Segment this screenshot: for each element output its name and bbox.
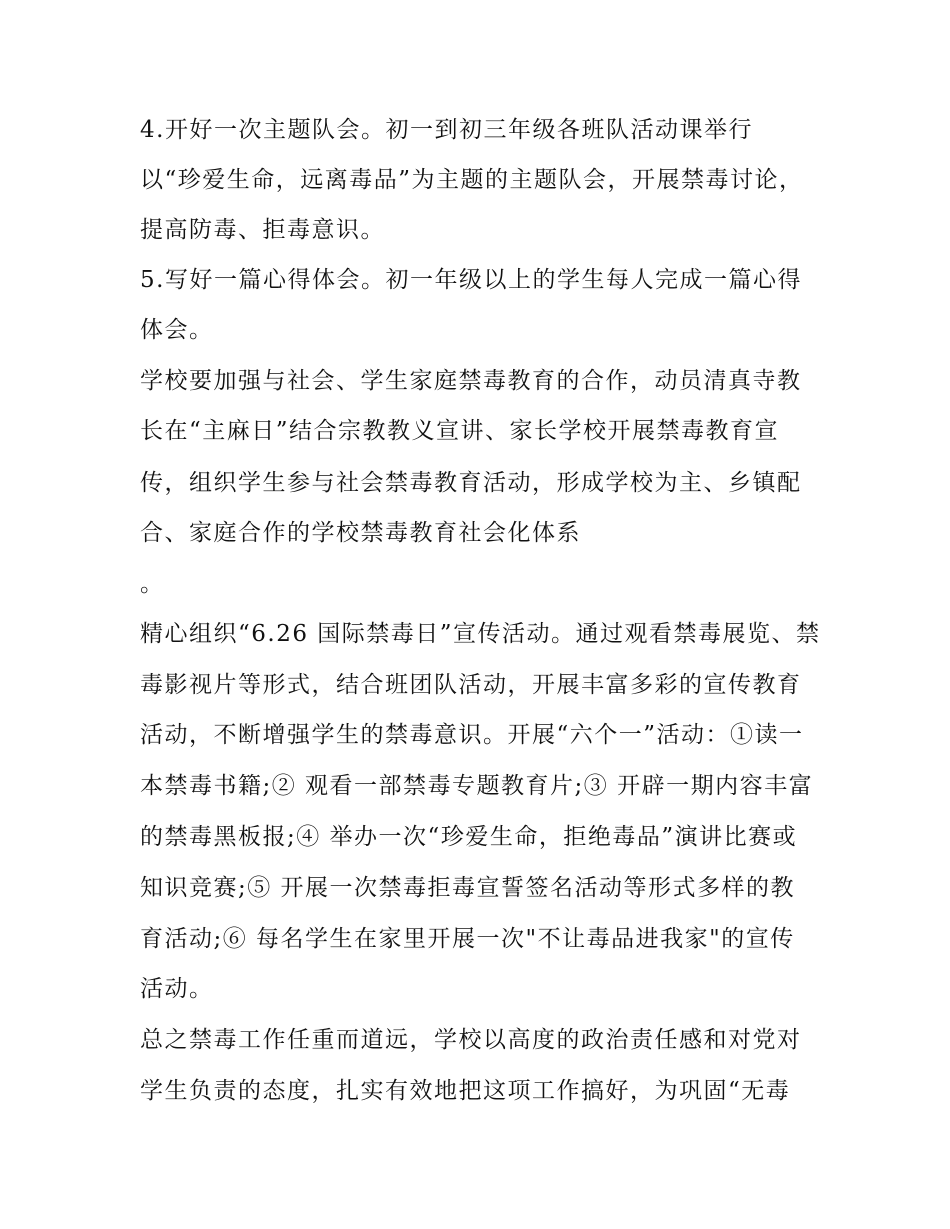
paragraph-anti-drug-day-line-5: 的禁毒黑板报;④ 举办一次“珍爱生命，拒绝毒品”演讲比赛或 [140,824,798,850]
paragraph-anti-drug-day-line-1: 精心组织“6.26 国际禁毒日”宣传活动。通过观看禁毒展览、禁 [140,621,821,647]
paragraph-item-5-line-1: 5.写好一篇心得体会。初一年级以上的学生每人完成一篇心得 [140,267,802,293]
paragraph-cooperation-line-5: 。 [140,571,165,597]
paragraph-anti-drug-day-line-7: 育活动;⑥ 每名学生在家里开展一次"不让毒品进我家"的宣传 [140,926,795,952]
paragraph-anti-drug-day-line-6: 知识竞赛;⑤ 开展一次禁毒拒毒宣誓签名活动等形式多样的教 [140,875,796,901]
paragraph-item-4-line-2: 以“珍爱生命，远离毒品”为主题的主题队会，开展禁毒讨论， [140,167,804,193]
paragraph-anti-drug-day-line-8: 活动。 [140,976,214,1002]
paragraph-cooperation-line-2: 长在“主麻日”结合宗教教义宣讲、家长学校开展禁毒教育宣 [140,418,780,444]
paragraph-conclusion-line-2: 学生负责的态度，扎实有效地把这项工作搞好，为巩固“无毒 [140,1078,791,1104]
paragraph-item-5-line-2: 体会。 [140,317,214,343]
paragraph-item-4-line-1: 4.开好一次主题队会。初一到初三年级各班队活动课举行 [140,117,753,143]
paragraph-cooperation-line-3: 传，组织学生参与社会禁毒教育活动，形成学校为主、乡镇配 [140,470,802,496]
paragraph-item-4-line-3: 提高防毒、拒毒意识。 [140,217,385,243]
paragraph-anti-drug-day-line-3: 活动，不断增强学生的禁毒意识。开展“六个一”活动：①读一 [140,722,804,748]
paragraph-cooperation-line-1: 学校要加强与社会、学生家庭禁毒教育的合作，动员清真寺教 [140,368,802,394]
paragraph-anti-drug-day-line-2: 毒影视片等形式，结合班团队活动，开展丰富多彩的宣传教育 [140,672,802,698]
paragraph-anti-drug-day-line-4: 本禁毒书籍;② 观看一部禁毒专题教育片;③ 开辟一期内容丰富 [140,773,814,799]
paragraph-cooperation-line-4: 合、家庭合作的学校禁毒教育社会化体系 [140,520,581,546]
paragraph-conclusion-line-1: 总之禁毒工作任重而道远，学校以高度的政治责任感和对党对 [140,1027,802,1053]
